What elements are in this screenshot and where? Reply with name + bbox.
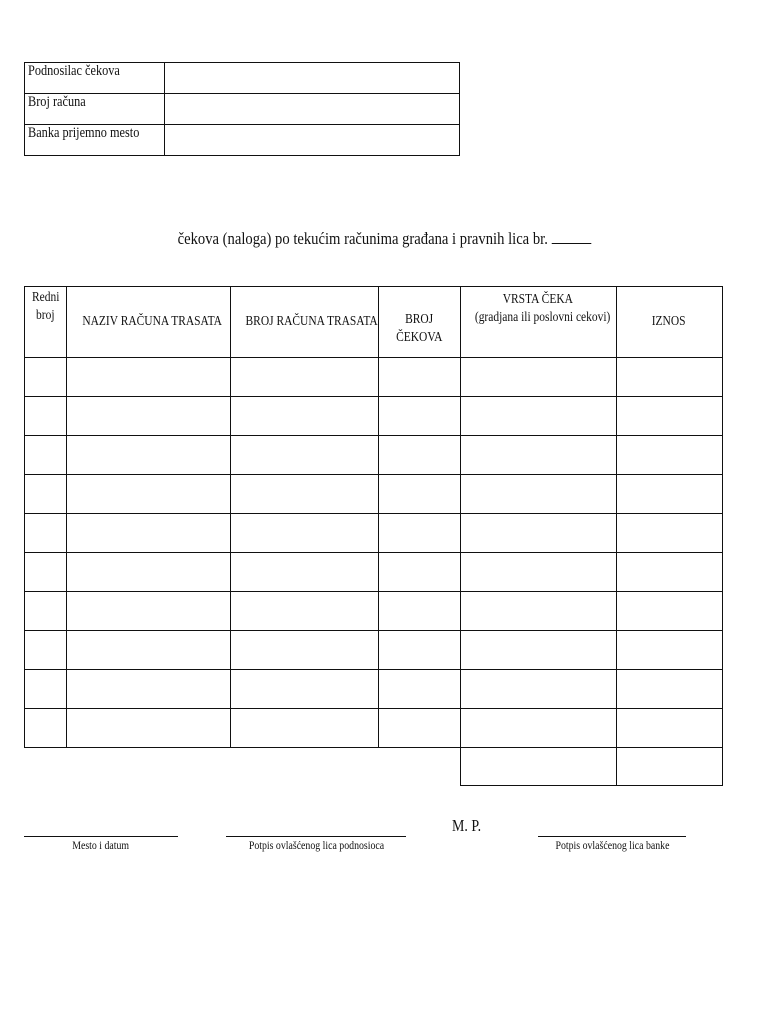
row-border-5 [24, 552, 723, 553]
mesto-datum-line[interactable] [24, 836, 178, 837]
title-text: čekova (naloga) po tekućim računima građana i pravnih lica br. [177, 229, 548, 248]
column-border-3 [378, 286, 379, 748]
column-border-2 [230, 286, 231, 748]
row-border-9 [24, 708, 723, 709]
summary-row-bottom [460, 785, 723, 786]
column-border-4 [460, 286, 461, 786]
header-naziv-racuna: NAZIV RAČUNA TRASATA [82, 314, 222, 329]
column-border-0 [24, 286, 25, 748]
column-border-1 [66, 286, 67, 748]
mesto-datum-label: Mesto i datum [72, 838, 130, 852]
row-border-3 [24, 474, 723, 475]
row-border-6 [24, 591, 723, 592]
table-top-border [24, 286, 723, 287]
bank-branch-field[interactable] [164, 125, 459, 156]
header-vrsta-ceka: VRSTA ČEKA (gradjana ili poslovni cekovi) [474, 292, 611, 325]
info-row-bank [25, 125, 460, 156]
info-row-submitter [25, 63, 460, 94]
document-title [0, 229, 768, 249]
header-broj-racuna: BROJ RAČUNA TRASATA [245, 314, 378, 329]
info-label-account: Broj računa [25, 94, 165, 125]
podnosilac-signature-line[interactable] [226, 836, 406, 837]
row-border-2 [24, 435, 723, 436]
header-bottom-border [24, 357, 723, 358]
stamp-place-label: M. P. [452, 816, 482, 835]
account-number-field[interactable] [164, 94, 459, 125]
podnosilac-signature-label: Potpis ovlašćenog lica podnosioca [248, 838, 384, 852]
submitter-field[interactable] [164, 63, 459, 94]
header-iznos: IZNOS [651, 314, 686, 329]
row-border-8 [24, 669, 723, 670]
row-border-10 [24, 747, 723, 748]
header-broj-cekova: BROJ ČEKOVA [395, 312, 443, 345]
info-row-account [25, 94, 460, 125]
row-border-4 [24, 513, 723, 514]
bank-signature-label: Potpis ovlašćenog lica banke [555, 838, 669, 852]
info-label-submitter: Podnosilac čekova [25, 63, 165, 94]
header-redni-broj: Redni broj [31, 290, 60, 323]
title-number-blank[interactable] [551, 229, 591, 244]
column-border-5 [616, 286, 617, 786]
column-border-6 [722, 286, 723, 786]
bank-signature-line[interactable] [538, 836, 686, 837]
row-border-1 [24, 396, 723, 397]
row-border-7 [24, 630, 723, 631]
submitter-info-table [24, 62, 460, 156]
info-label-bank: Banka prijemno mesto [25, 125, 165, 156]
